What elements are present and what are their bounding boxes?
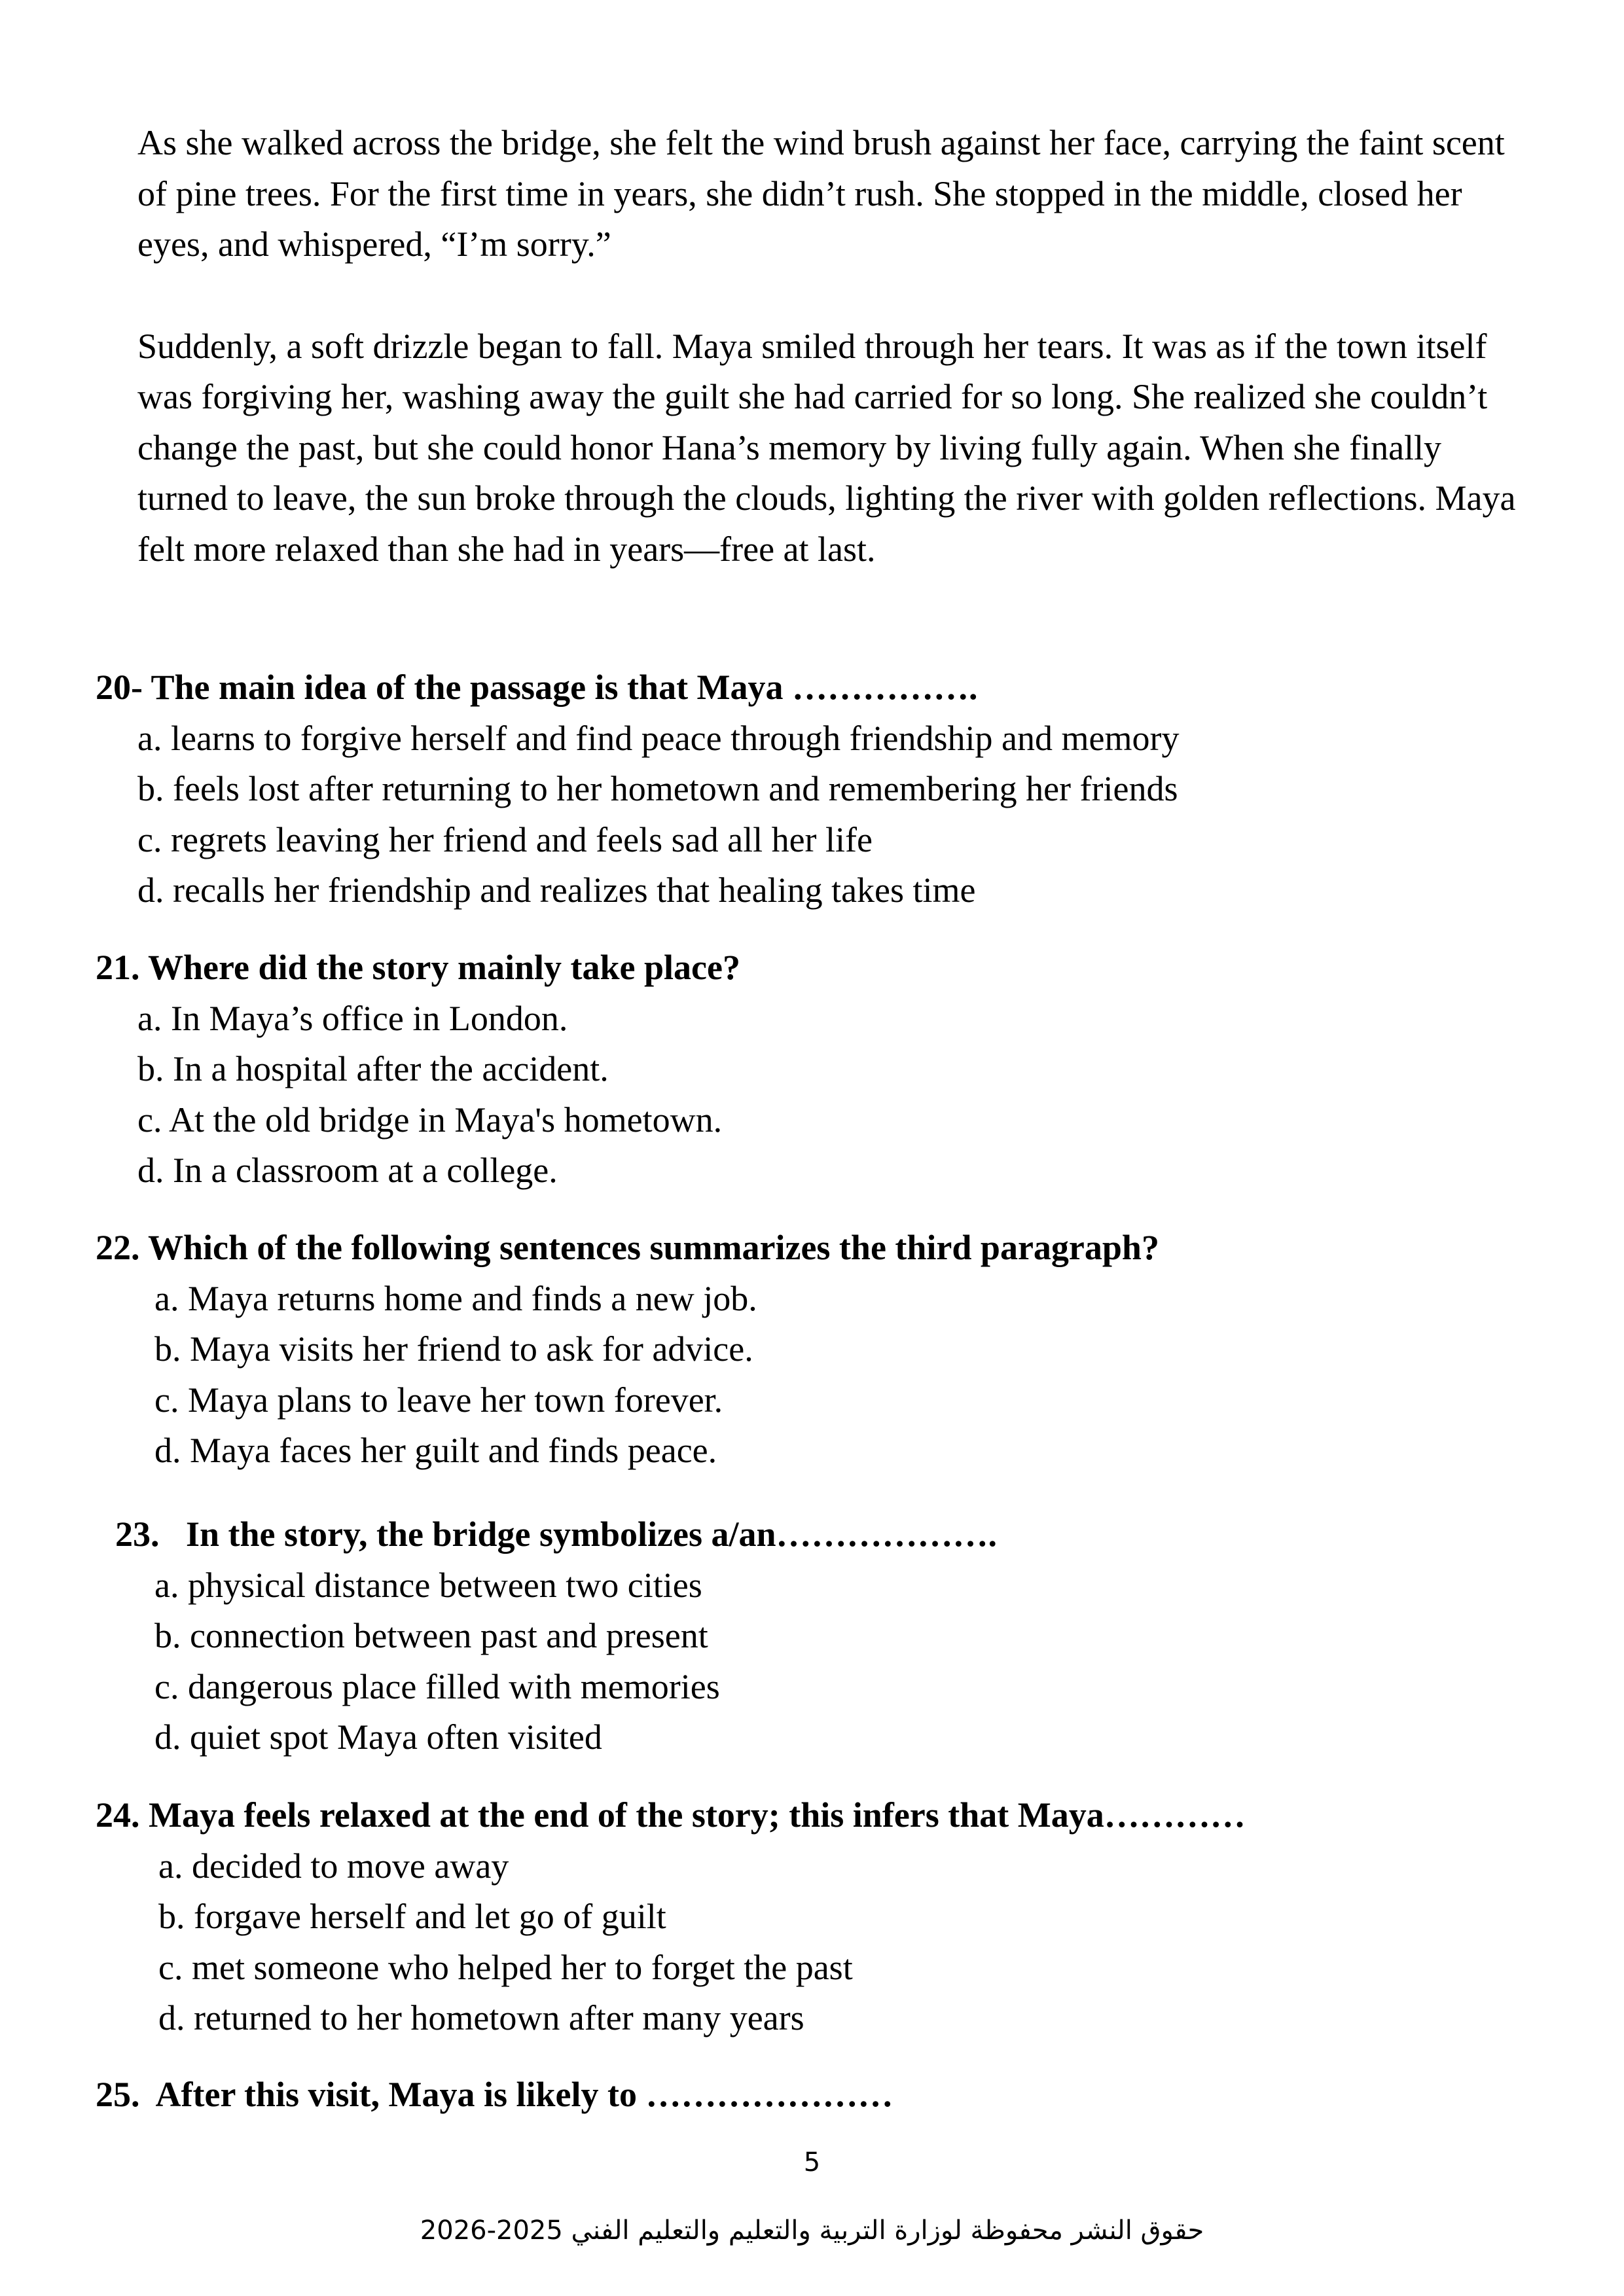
- question-24: [96, 1790, 1246, 2044]
- answer-option-a: a. decided to move away: [158, 1846, 509, 1886]
- reading-passage: [137, 118, 1525, 575]
- answer-option-b: b. In a hospital after the accident.: [137, 1049, 609, 1088]
- question-21: [96, 942, 740, 1196]
- answer-option-b: b. Maya visits her friend to ask for advice.: [154, 1329, 753, 1369]
- answer-option-c: c. met someone who helped her to forget the past: [158, 1947, 853, 1987]
- question-stem: 22. Which of the following sentences summarizes the third paragraph?: [96, 1228, 1159, 1267]
- answer-option-b: b. connection between past and present: [154, 1616, 708, 1655]
- answer-option-d: d. Maya faces her guilt and finds peace.: [154, 1431, 717, 1470]
- answer-option-d: d. recalls her friendship and realizes that healing takes time: [137, 870, 976, 910]
- answer-option-b: b. forgave herself and let go of guilt: [158, 1897, 666, 1936]
- question-stem: 20- The main idea of the passage is that Maya …………….: [96, 668, 978, 707]
- question-25: [96, 2070, 893, 2121]
- answer-option-c: c. Maya plans to leave her town forever.: [154, 1380, 723, 1420]
- answer-option-d: d. returned to her hometown after many years: [158, 1998, 804, 2037]
- answer-option-c: c. At the old bridge in Maya's hometown.: [137, 1100, 723, 1139]
- question-stem: 23. In the story, the bridge symbolizes a/an……………….: [115, 1515, 998, 1554]
- passage-paragraph: Suddenly, a soft drizzle began to fall. Maya smiled through her tears. It was as if the town itself was forgiving her, washing away the guilt she had carried for so long. She realized she couldn’t change the past, but she could honor Hana’s memory by living fully again. When she finally turned to leave, the sun broke through the clouds, lighting the river with golden reflections. Maya felt more relaxed than she had in years—free at last.: [137, 326, 1516, 569]
- copyright-footer: حقوق النشر محفوظة لوزارة التربية والتعليم والتعليم الفني 2025-2026: [420, 2215, 1204, 2246]
- answer-option-a: a. physical distance between two cities: [154, 1565, 702, 1605]
- question-stem: 21. Where did the story mainly take place?: [96, 948, 740, 987]
- question-stem: 25. After this visit, Maya is likely to …………………: [96, 2075, 893, 2114]
- question-stem: 24. Maya feels relaxed at the end of the story; this infers that Maya…………: [96, 1795, 1246, 1835]
- answer-option-d: d. In a classroom at a college.: [137, 1151, 558, 1190]
- answer-option-c: c. regrets leaving her friend and feels sad all her life: [137, 819, 873, 859]
- page-number: 5: [803, 2147, 821, 2178]
- question-23: [115, 1509, 997, 1763]
- answer-option-c: c. dangerous place filled with memories: [154, 1666, 720, 1706]
- answer-option-a: a. Maya returns home and finds a new job.: [154, 1278, 757, 1318]
- question-22: [96, 1223, 1159, 1477]
- answer-option-a: a. In Maya’s office in London.: [137, 998, 568, 1038]
- answer-option-d: d. quiet spot Maya often visited: [154, 1717, 602, 1757]
- answer-option-b: b. feels lost after returning to her hometown and remembering her friends: [137, 769, 1178, 808]
- question-20: [96, 662, 1179, 916]
- answer-option-a: a. learns to forgive herself and find peace through friendship and memory: [137, 718, 1180, 758]
- passage-paragraph: As she walked across the bridge, she felt the wind brush against her face, carrying the faint scent of pine trees. For the first time in years, she didn’t rush. She stopped in the middle, closed her eyes, and whispered, “I’m sorry.”: [137, 123, 1505, 264]
